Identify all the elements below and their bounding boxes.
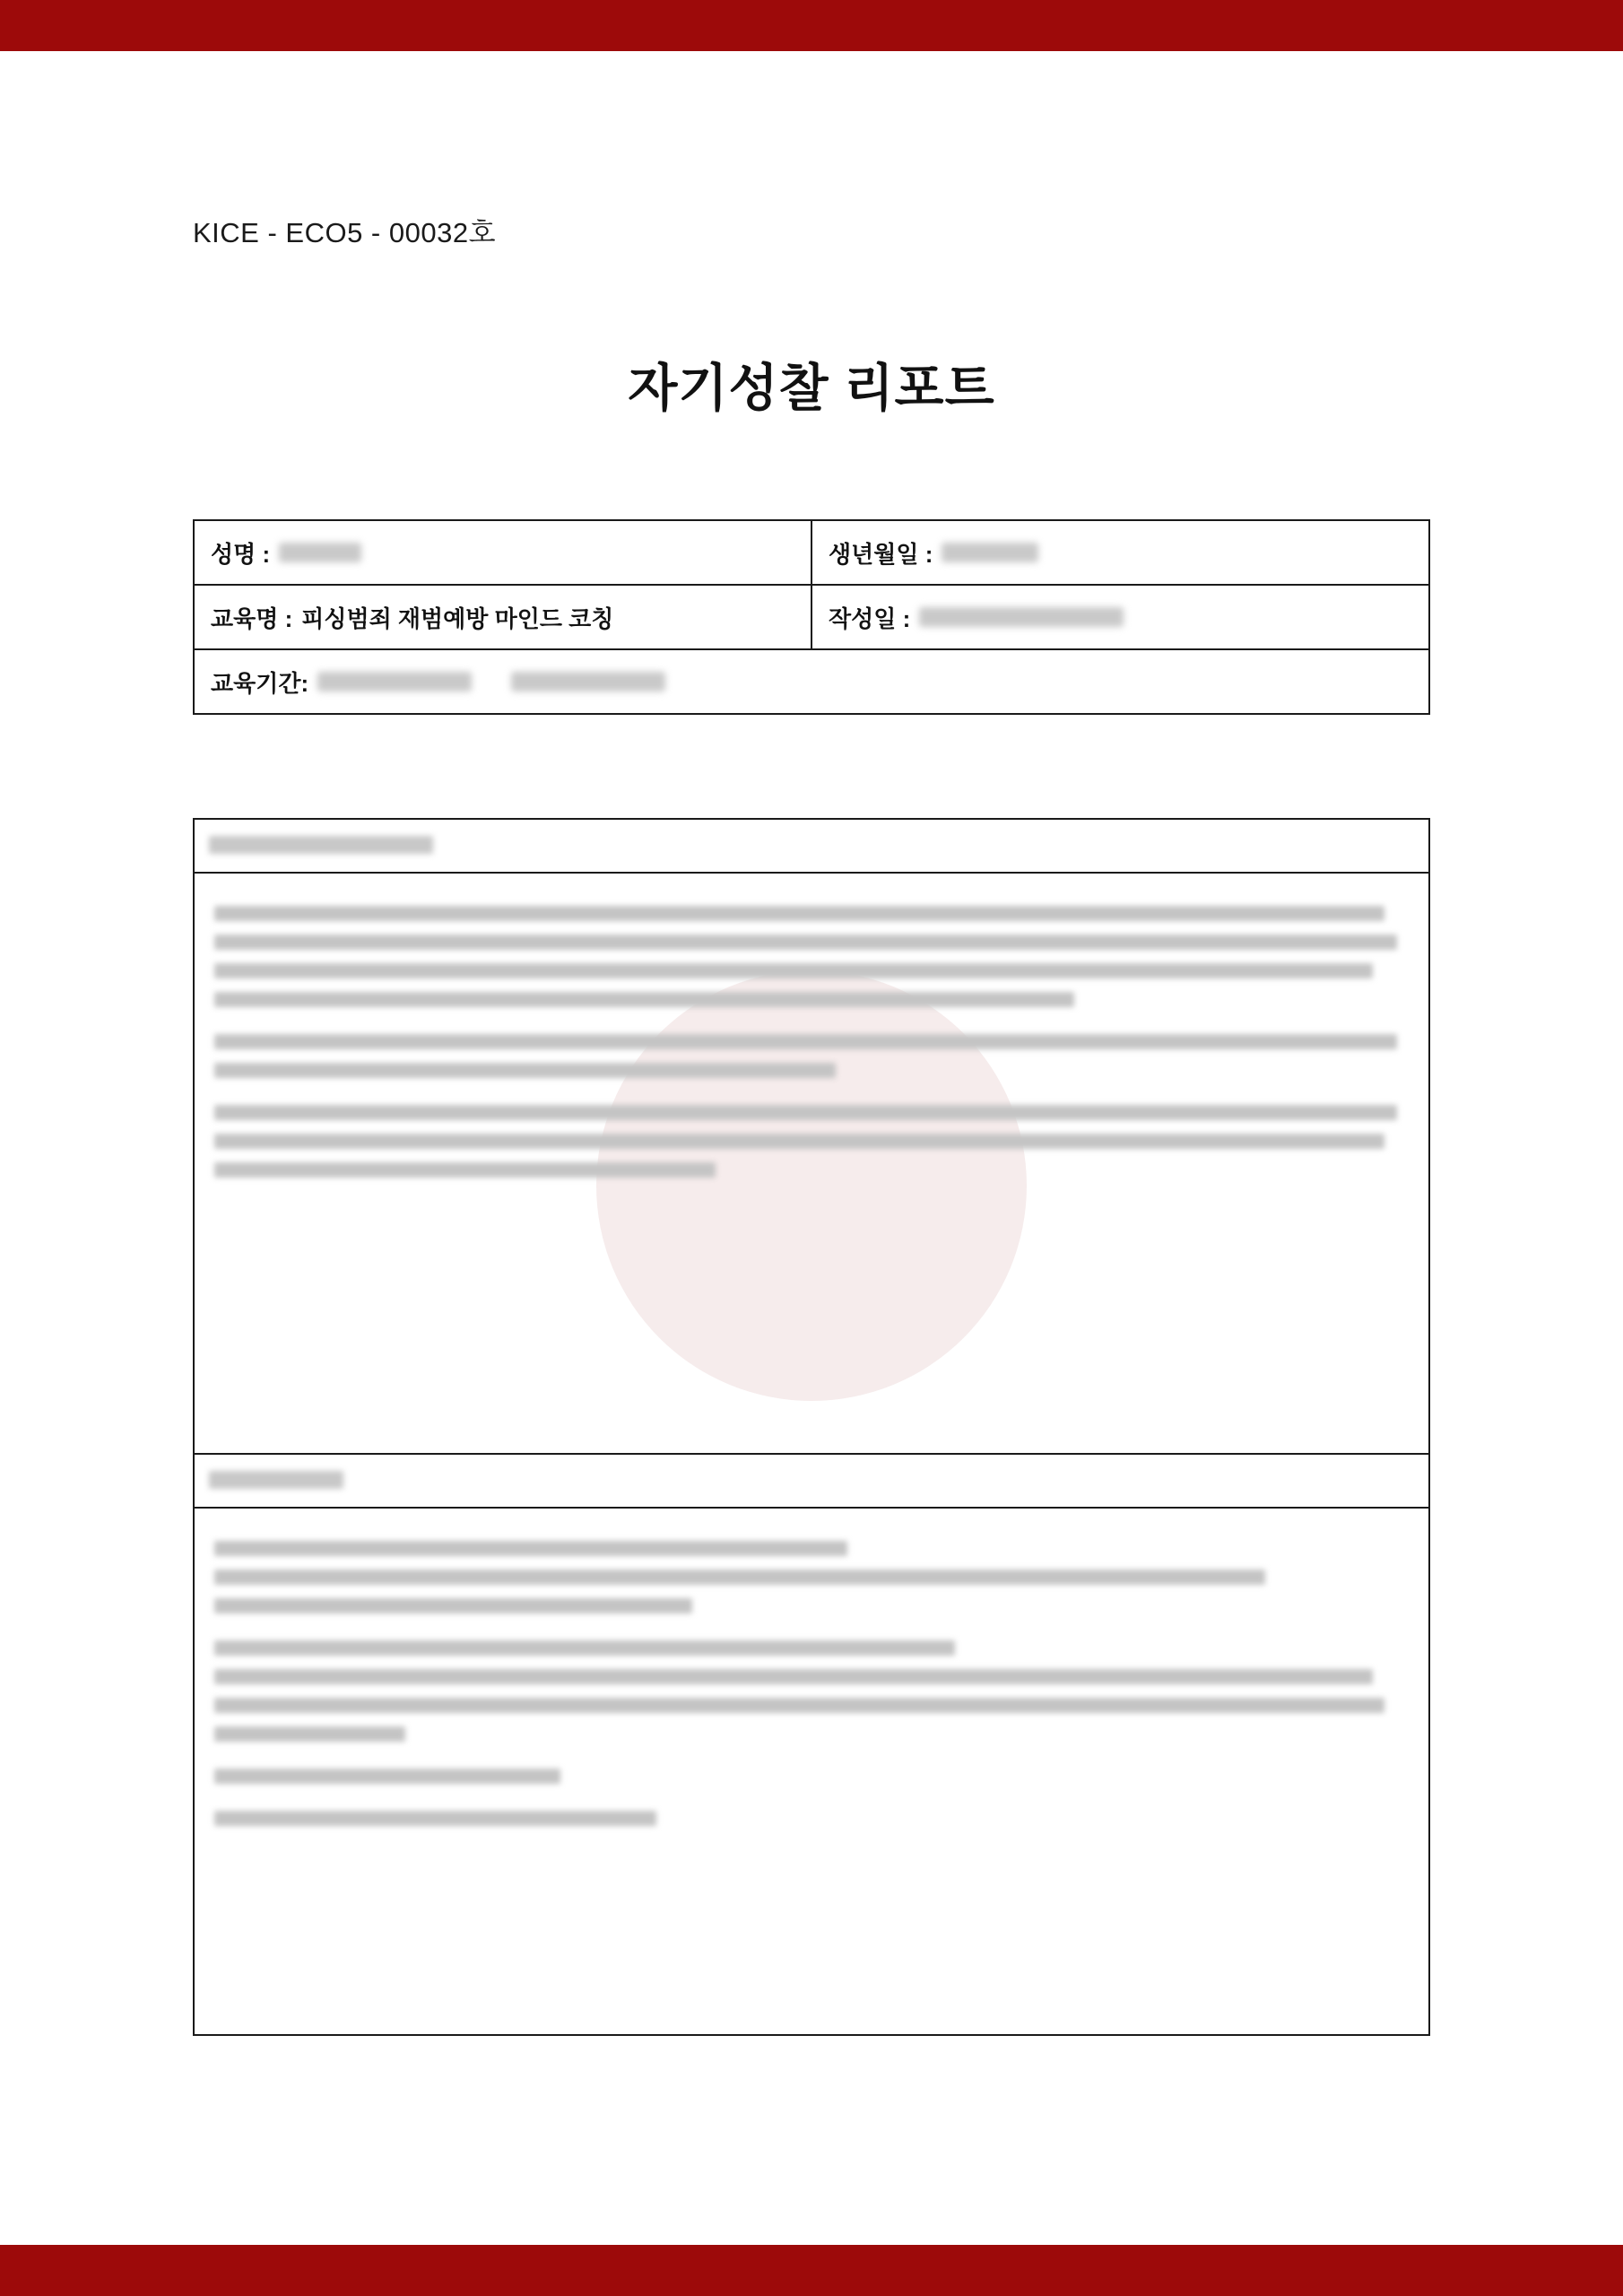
paragraph bbox=[214, 1640, 1409, 1742]
text-line-redacted bbox=[214, 963, 1373, 978]
period-cell bbox=[194, 649, 1429, 714]
written-date-label: 작성일 : bbox=[829, 604, 911, 632]
text-line-redacted bbox=[214, 906, 1384, 921]
text-line-redacted bbox=[214, 1063, 836, 1078]
written-date-cell bbox=[812, 585, 1429, 649]
course-cell bbox=[194, 585, 812, 649]
course-label: 교육명 : bbox=[211, 604, 293, 632]
document-page bbox=[0, 51, 1623, 2245]
text-line-redacted bbox=[214, 1162, 716, 1178]
period-end-redacted bbox=[511, 672, 665, 691]
answer-cell-1 bbox=[194, 873, 1429, 1454]
question-2-text-redacted bbox=[209, 1471, 343, 1489]
question-1-text-redacted bbox=[209, 836, 433, 854]
paragraph bbox=[214, 1541, 1409, 1613]
name-cell bbox=[194, 520, 812, 585]
text-line-redacted bbox=[214, 1541, 847, 1556]
text-line-redacted bbox=[214, 1034, 1397, 1049]
text-line-redacted bbox=[214, 1570, 1265, 1585]
question-row-2 bbox=[194, 1454, 1429, 1508]
top-red-bar bbox=[0, 0, 1623, 51]
answer-row-2 bbox=[194, 1508, 1429, 2035]
bottom-red-bar bbox=[0, 2245, 1623, 2296]
text-line-redacted bbox=[214, 1640, 955, 1656]
answer-row-1 bbox=[194, 873, 1429, 1454]
question-row-1 bbox=[194, 819, 1429, 873]
table-row bbox=[194, 585, 1429, 649]
text-line-redacted bbox=[214, 992, 1074, 1007]
birthdate-value-redacted bbox=[942, 543, 1038, 562]
paragraph bbox=[214, 1105, 1409, 1178]
reflection-answers-table bbox=[193, 818, 1430, 2036]
birthdate-cell bbox=[812, 520, 1429, 585]
answer-cell-2 bbox=[194, 1508, 1429, 2035]
text-line-redacted bbox=[214, 935, 1397, 950]
name-label: 성명 : bbox=[211, 540, 271, 568]
table-row bbox=[194, 520, 1429, 585]
text-line-redacted bbox=[214, 1105, 1397, 1120]
document-number: KICE - ECO5 - 00032호 bbox=[193, 217, 497, 248]
written-date-value-redacted bbox=[919, 607, 1124, 627]
paragraph bbox=[214, 1769, 1409, 1784]
text-line-redacted bbox=[214, 1669, 1373, 1684]
paragraph bbox=[214, 906, 1409, 1007]
text-line-redacted bbox=[214, 1726, 405, 1742]
page-title: 자기성찰 리포트 bbox=[628, 360, 995, 417]
paragraph bbox=[214, 1034, 1409, 1078]
period-label: 교육기간: bbox=[211, 669, 309, 697]
text-line-redacted bbox=[214, 1811, 656, 1826]
text-line-redacted bbox=[214, 1598, 692, 1613]
question-cell-2 bbox=[194, 1454, 1429, 1508]
birthdate-label: 생년월일 : bbox=[829, 540, 933, 568]
text-line-redacted bbox=[214, 1769, 560, 1784]
table-row bbox=[194, 649, 1429, 714]
text-line-redacted bbox=[214, 1134, 1384, 1149]
text-line-redacted bbox=[214, 1698, 1384, 1713]
course-value: 피싱범죄 재범예방 마인드 코칭 bbox=[301, 604, 614, 632]
participant-info-table bbox=[193, 519, 1430, 715]
name-value-redacted bbox=[279, 543, 361, 562]
period-start-redacted bbox=[317, 672, 472, 691]
paragraph bbox=[214, 1811, 1409, 1826]
question-cell-1 bbox=[194, 819, 1429, 873]
